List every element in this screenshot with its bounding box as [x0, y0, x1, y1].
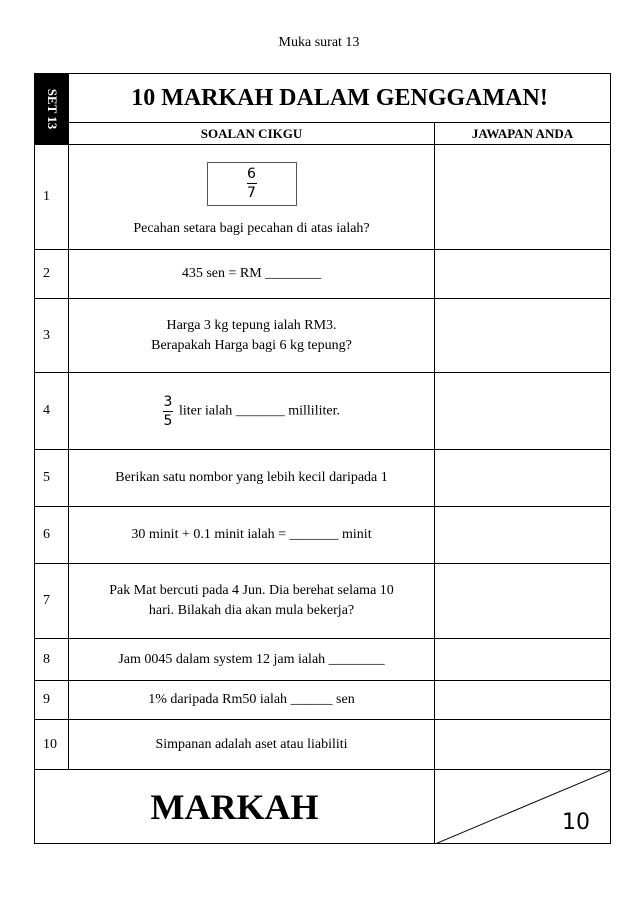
column-header-answer: JAWAPAN ANDA	[435, 123, 611, 145]
question-number: 8	[35, 639, 69, 681]
markah-row	[35, 770, 611, 844]
fraction-numerator: 6	[247, 165, 256, 182]
question-number: 4	[35, 373, 69, 450]
question-text: Pecahan setara bagi pecahan di atas ialah?	[133, 220, 370, 236]
question-row-7	[35, 564, 611, 639]
column-header-question: SOALAN CIKGU	[69, 123, 435, 145]
question-row-10	[35, 720, 611, 770]
answer-box[interactable]	[435, 373, 611, 450]
header-row	[35, 123, 611, 145]
question-text-cell	[69, 373, 435, 450]
answer-box[interactable]	[435, 145, 611, 250]
answer-box[interactable]	[435, 720, 611, 770]
question-number: 5	[35, 450, 69, 507]
question-text: 1% daripada Rm50 ialah ______ sen	[69, 681, 435, 720]
answer-box[interactable]	[435, 639, 611, 681]
question-text-line: Harga 3 kg tepung ialah RM3.	[166, 317, 337, 333]
question-text-cell	[69, 564, 435, 639]
question-number: 2	[35, 250, 69, 299]
question-row-8	[35, 639, 611, 681]
question-number: 1	[35, 145, 69, 250]
question-text: Simpanan adalah aset atau liabiliti	[69, 720, 435, 770]
fraction	[247, 166, 257, 201]
question-number: 10	[35, 720, 69, 770]
question-row-6	[35, 507, 611, 564]
question-number: 9	[35, 681, 69, 720]
question-text-cell	[69, 145, 435, 250]
question-text-line: Pak Mat bercuti pada 4 Jun. Dia berehat selama 10	[109, 583, 394, 598]
question-text: liter ialah _______ milliliter.	[179, 403, 340, 419]
answer-box[interactable]	[435, 299, 611, 373]
question-text-line: hari. Bilakah dia akan mula bekerja?	[148, 603, 355, 618]
set-badge	[35, 74, 69, 145]
fraction-denominator: 7	[247, 184, 256, 201]
question-text: Berikan satu nombor yang lebih kecil daripada 1	[69, 450, 435, 507]
question-number: 7	[35, 564, 69, 639]
question-number: 3	[35, 299, 69, 373]
fraction-denominator: 5	[163, 412, 173, 429]
fraction-bar	[163, 411, 173, 412]
sheet-title: 10 MARKAH DALAM GENGGAMAN!	[69, 74, 611, 123]
question-row-4	[35, 373, 611, 450]
question-row-2	[35, 250, 611, 299]
answer-box[interactable]	[435, 564, 611, 639]
question-text: Jam 0045 dalam system 12 jam ialah ________	[69, 639, 435, 681]
question-row-5	[35, 450, 611, 507]
answer-box[interactable]	[435, 250, 611, 299]
answer-box[interactable]	[435, 681, 611, 720]
question-text-line: Berapakah Harga bagi 6 kg tepung?	[151, 337, 352, 353]
question-text: 435 sen = RM ________	[69, 250, 435, 299]
question-row-9	[35, 681, 611, 720]
fraction	[163, 394, 173, 429]
question-number: 6	[35, 507, 69, 564]
fraction-numerator: 3	[163, 393, 173, 410]
total-marks: 10	[562, 810, 590, 835]
question-row-1	[35, 145, 611, 250]
page-number-header: Muka surat 13	[278, 35, 360, 50]
score-box[interactable]	[435, 770, 611, 844]
question-text: 30 minit + 0.1 minit ialah = _______ minit	[69, 507, 435, 564]
set-label: SET 13	[44, 88, 60, 130]
markah-label: MARKAH	[35, 770, 435, 844]
answer-box[interactable]	[435, 450, 611, 507]
fraction-bar	[247, 183, 257, 184]
question-text-cell	[69, 299, 435, 373]
question-row-3	[35, 299, 611, 373]
fraction-box	[207, 162, 297, 206]
quiz-table	[34, 73, 611, 844]
answer-box[interactable]	[435, 507, 611, 564]
title-row	[35, 74, 611, 123]
